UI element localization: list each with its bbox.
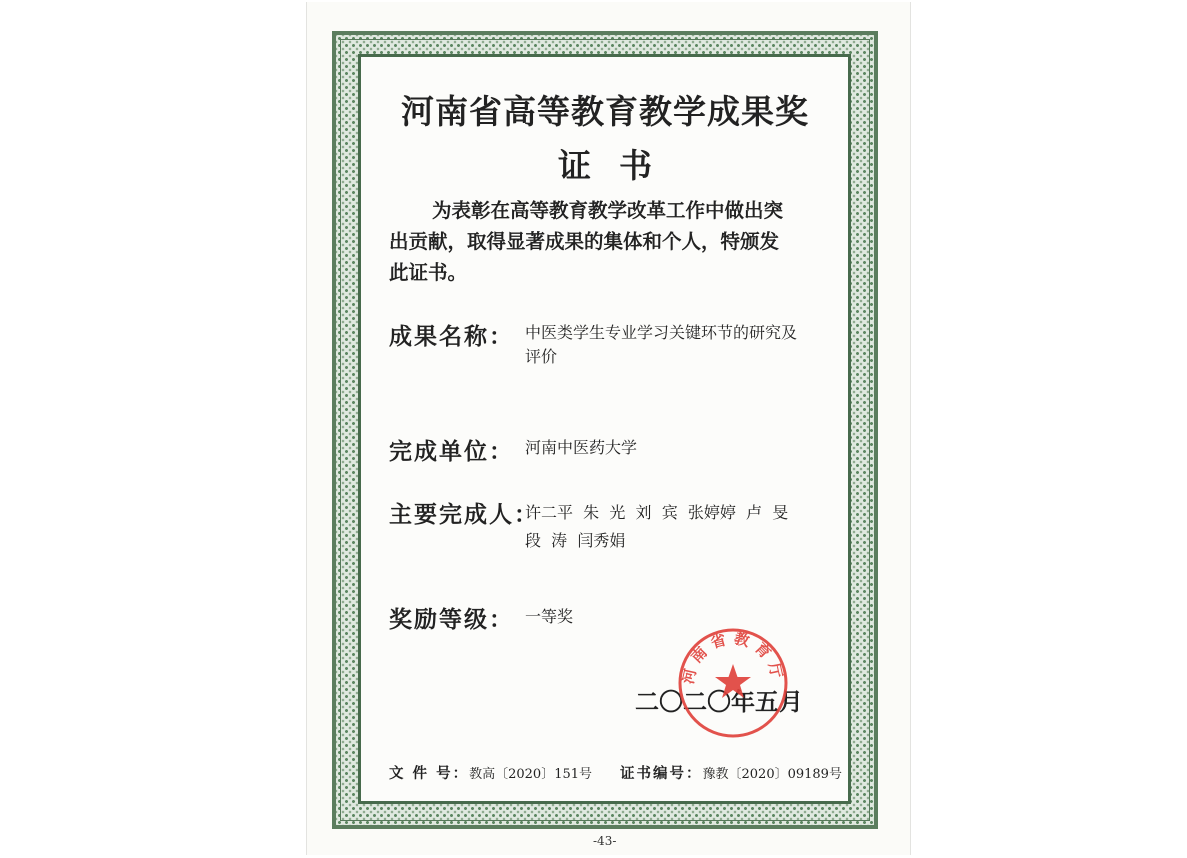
level-value: 一等奖 (525, 607, 574, 626)
intro-line: 此证书。 (389, 261, 468, 284)
unit-label: 完成单位： (389, 438, 514, 465)
cert-number-value: 豫教〔2020〕09189号 (702, 767, 842, 782)
persons-line: 许二平 朱 光 刘 宾 张婷婷 卢 旻 (525, 503, 789, 522)
official-seal-icon (676, 626, 790, 740)
certificate-number (620, 762, 842, 783)
achievement-line: 中医类学生专业学习关键环节的研究及 (525, 323, 798, 342)
doc-number-value: 教高〔2020〕151号 (469, 767, 593, 782)
intro-paragraph (389, 195, 823, 288)
persons-line: 段 涛 闫秀娟 (525, 531, 626, 550)
intro-line: 为表彰在高等教育教学改革工作中做出突 (432, 199, 784, 222)
certificate-subtitle: 证书 (558, 146, 680, 185)
document-number (389, 762, 592, 783)
achievement-label: 成果名称： (389, 323, 514, 350)
achievement-value (525, 321, 830, 369)
unit-value: 河南中医药大学 (525, 438, 638, 457)
intro-line: 出贡献，取得显著成果的集体和个人，特颁发 (389, 230, 780, 253)
persons-value (525, 499, 830, 555)
seal-text: 河南省教育厅 (678, 629, 788, 686)
achievement-line: 评价 (525, 347, 558, 366)
persons-label: 主要完成人： (389, 501, 539, 528)
issue-date: 二〇二〇年五月 (635, 687, 803, 716)
certificate-title: 河南省高等教育教学成果奖 (401, 92, 809, 131)
page-number: -43- (593, 834, 617, 848)
doc-number-label: 文 件 号： (389, 765, 470, 782)
level-label: 奖励等级： (389, 606, 514, 633)
cert-number-label: 证书编号： (620, 765, 703, 782)
